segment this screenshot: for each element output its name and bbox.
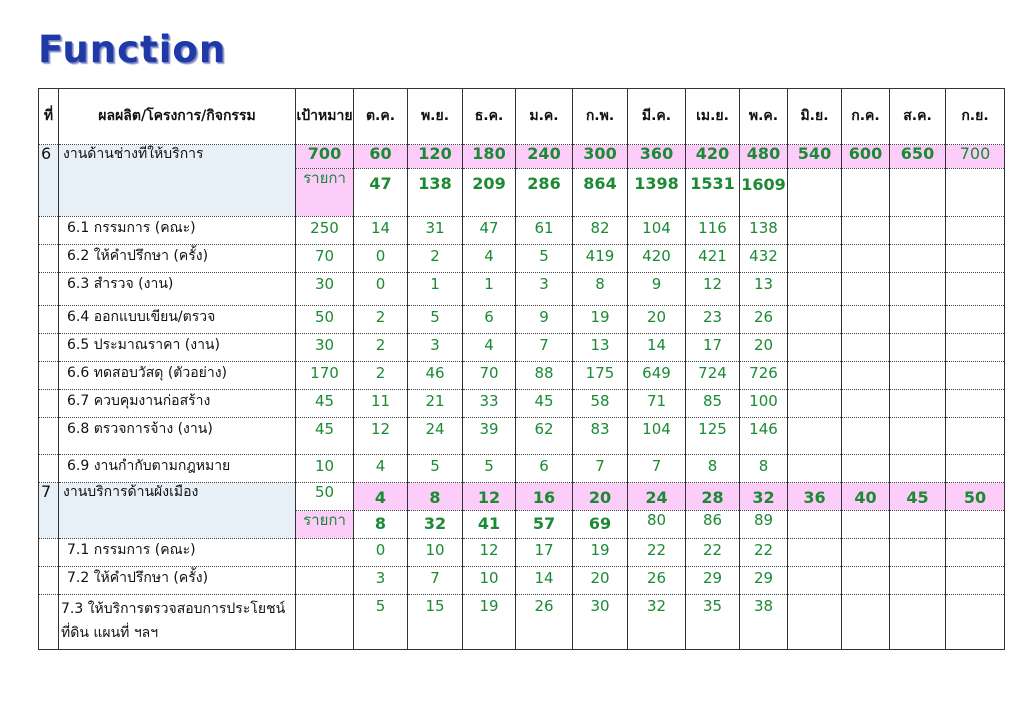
- section-number: 7: [39, 483, 59, 539]
- actual-cell: 209: [463, 169, 516, 217]
- plan-cell: 700: [946, 145, 1005, 169]
- item-no-blank: [39, 595, 59, 650]
- item-value: 2: [354, 306, 408, 334]
- header-month: ก.พ.: [573, 89, 628, 145]
- performance-table: [38, 88, 1005, 650]
- item-name: 6.7 ควบคุมงานก่อสร้าง: [59, 390, 296, 418]
- actual-cell: 286: [516, 169, 573, 217]
- plan-cell: 45: [890, 483, 946, 511]
- actual-cell: [788, 511, 842, 539]
- item-value: 0: [354, 245, 408, 273]
- item-target: 70: [296, 245, 354, 273]
- item-no-blank: [39, 245, 59, 273]
- item-name: 6.6 ทดสอบวัสดุ (ตัวอย่าง): [59, 362, 296, 390]
- item-value: [946, 362, 1005, 390]
- section-name: งานบริการด้านผังเมือง: [59, 483, 296, 539]
- header-row: [39, 89, 1005, 145]
- header-month: มิ.ย.: [788, 89, 842, 145]
- item-value: [842, 595, 890, 650]
- section-target: 50: [296, 483, 354, 511]
- item-value: [788, 455, 842, 483]
- section-plan-row: [39, 483, 1005, 511]
- item-value: 22: [628, 539, 686, 567]
- item-row: [39, 217, 1005, 245]
- item-value: 116: [686, 217, 740, 245]
- item-value: 17: [686, 334, 740, 362]
- item-row: [39, 567, 1005, 595]
- item-value: 419: [573, 245, 628, 273]
- section-number: 6: [39, 145, 59, 217]
- item-value: 32: [628, 595, 686, 650]
- actual-cell: 1609: [740, 169, 788, 217]
- item-value: 20: [573, 567, 628, 595]
- item-value: 726: [740, 362, 788, 390]
- actual-cell: 138: [408, 169, 463, 217]
- item-value: 104: [628, 418, 686, 455]
- item-value: 0: [354, 273, 408, 306]
- item-value: 47: [463, 217, 516, 245]
- item-no-blank: [39, 217, 59, 245]
- item-value: [946, 455, 1005, 483]
- item-value: [788, 362, 842, 390]
- plan-cell: 8: [408, 483, 463, 511]
- item-target: 30: [296, 273, 354, 306]
- item-target: 30: [296, 334, 354, 362]
- item-value: 30: [573, 595, 628, 650]
- item-value: 5: [408, 455, 463, 483]
- actual-cell: [946, 169, 1005, 217]
- plan-cell: 40: [842, 483, 890, 511]
- item-target: [296, 567, 354, 595]
- item-value: [788, 273, 842, 306]
- item-value: [890, 306, 946, 334]
- actual-cell: 69: [573, 511, 628, 539]
- item-row: [39, 306, 1005, 334]
- item-value: 58: [573, 390, 628, 418]
- header-month: ม.ค.: [516, 89, 573, 145]
- item-value: 138: [740, 217, 788, 245]
- item-value: [890, 539, 946, 567]
- item-value: 14: [628, 334, 686, 362]
- header-month: ต.ค.: [354, 89, 408, 145]
- item-row: [39, 273, 1005, 306]
- item-value: 39: [463, 418, 516, 455]
- item-value: 24: [408, 418, 463, 455]
- item-value: [788, 245, 842, 273]
- header-month: ธ.ค.: [463, 89, 516, 145]
- item-value: [842, 455, 890, 483]
- item-name: 7.2 ให้คำปรึกษา (ครั้ง): [59, 567, 296, 595]
- section-target: 700: [296, 145, 354, 169]
- item-value: 19: [573, 539, 628, 567]
- item-value: 19: [573, 306, 628, 334]
- item-value: 7: [516, 334, 573, 362]
- plan-cell: 480: [740, 145, 788, 169]
- item-value: 26: [740, 306, 788, 334]
- item-value: [890, 455, 946, 483]
- item-value: [890, 595, 946, 650]
- item-no-blank: [39, 455, 59, 483]
- item-value: 14: [516, 567, 573, 595]
- header-month: เม.ย.: [686, 89, 740, 145]
- item-name: 6.4 ออกแบบเขียน/ตรวจ: [59, 306, 296, 334]
- header-month: พ.ย.: [408, 89, 463, 145]
- item-value: 26: [516, 595, 573, 650]
- plan-cell: 420: [686, 145, 740, 169]
- item-value: 13: [740, 273, 788, 306]
- item-value: [788, 539, 842, 567]
- item-value: [788, 217, 842, 245]
- actual-cell: 32: [408, 511, 463, 539]
- section-name: งานด้านช่างที่ให้บริการ: [59, 145, 296, 217]
- item-value: 83: [573, 418, 628, 455]
- item-value: 70: [463, 362, 516, 390]
- item-name: 7.3 ให้บริการตรวจสอบการประโยชน์ที่ดิน แผนที่ ฯลฯ: [59, 595, 296, 650]
- actual-cell: 41: [463, 511, 516, 539]
- item-value: [946, 418, 1005, 455]
- item-no-blank: [39, 418, 59, 455]
- item-row: [39, 362, 1005, 390]
- item-value: 29: [686, 567, 740, 595]
- plan-cell: 32: [740, 483, 788, 511]
- plan-cell: 60: [354, 145, 408, 169]
- plan-cell: 540: [788, 145, 842, 169]
- actual-cell: 1531: [686, 169, 740, 217]
- item-value: [946, 539, 1005, 567]
- item-target: 10: [296, 455, 354, 483]
- item-name: 6.2 ให้คำปรึกษา (ครั้ง): [59, 245, 296, 273]
- item-value: 8: [686, 455, 740, 483]
- actual-cell: [842, 169, 890, 217]
- item-value: [890, 217, 946, 245]
- actual-cell: 864: [573, 169, 628, 217]
- actual-cell: [788, 169, 842, 217]
- item-value: 649: [628, 362, 686, 390]
- item-value: [946, 273, 1005, 306]
- item-value: 5: [463, 455, 516, 483]
- item-no-blank: [39, 390, 59, 418]
- item-value: 104: [628, 217, 686, 245]
- plan-cell: 50: [946, 483, 1005, 511]
- item-value: [946, 390, 1005, 418]
- item-value: [788, 595, 842, 650]
- item-row: [39, 418, 1005, 455]
- item-row: [39, 245, 1005, 273]
- item-value: [842, 306, 890, 334]
- item-value: 62: [516, 418, 573, 455]
- item-name: 6.3 สำรวจ (งาน): [59, 273, 296, 306]
- item-value: 1: [408, 273, 463, 306]
- item-value: [842, 567, 890, 595]
- item-no-blank: [39, 334, 59, 362]
- item-value: 2: [354, 362, 408, 390]
- actual-cell: 47: [354, 169, 408, 217]
- actual-cell: 1398: [628, 169, 686, 217]
- item-value: [890, 273, 946, 306]
- actual-cell: [890, 511, 946, 539]
- item-value: 0: [354, 539, 408, 567]
- plan-cell: 20: [573, 483, 628, 511]
- item-target: [296, 595, 354, 650]
- item-value: 7: [408, 567, 463, 595]
- item-value: 31: [408, 217, 463, 245]
- item-value: [890, 362, 946, 390]
- unit-label: รายกา: [296, 169, 354, 217]
- item-value: 33: [463, 390, 516, 418]
- item-value: 5: [354, 595, 408, 650]
- item-value: 7: [628, 455, 686, 483]
- item-value: [946, 334, 1005, 362]
- item-value: 2: [408, 245, 463, 273]
- header-month: ก.ย.: [946, 89, 1005, 145]
- item-value: [842, 418, 890, 455]
- item-target: 45: [296, 418, 354, 455]
- actual-cell: 8: [354, 511, 408, 539]
- item-value: 29: [740, 567, 788, 595]
- item-name: 6.9 งานกำกับตามกฎหมาย: [59, 455, 296, 483]
- item-value: 20: [740, 334, 788, 362]
- header-month: พ.ค.: [740, 89, 788, 145]
- item-value: [842, 217, 890, 245]
- actual-cell: [842, 511, 890, 539]
- item-value: 8: [573, 273, 628, 306]
- item-value: [946, 306, 1005, 334]
- plan-cell: 28: [686, 483, 740, 511]
- item-name: 6.5 ประมาณราคา (งาน): [59, 334, 296, 362]
- plan-cell: 24: [628, 483, 686, 511]
- plan-cell: 240: [516, 145, 573, 169]
- actual-cell: 86: [686, 511, 740, 539]
- item-value: 5: [408, 306, 463, 334]
- item-value: 1: [463, 273, 516, 306]
- plan-cell: 650: [890, 145, 946, 169]
- item-target: [296, 539, 354, 567]
- item-row: [39, 334, 1005, 362]
- item-value: 45: [516, 390, 573, 418]
- item-value: 38: [740, 595, 788, 650]
- item-value: 19: [463, 595, 516, 650]
- plan-cell: 12: [463, 483, 516, 511]
- item-value: 13: [573, 334, 628, 362]
- item-value: 420: [628, 245, 686, 273]
- item-value: [788, 334, 842, 362]
- item-value: 82: [573, 217, 628, 245]
- plan-cell: 4: [354, 483, 408, 511]
- item-value: 724: [686, 362, 740, 390]
- item-value: [946, 595, 1005, 650]
- item-value: [788, 418, 842, 455]
- item-value: 4: [354, 455, 408, 483]
- item-row: [39, 539, 1005, 567]
- item-value: 46: [408, 362, 463, 390]
- item-value: 4: [463, 334, 516, 362]
- item-value: [890, 245, 946, 273]
- item-value: 8: [740, 455, 788, 483]
- plan-cell: 360: [628, 145, 686, 169]
- item-value: 12: [463, 539, 516, 567]
- item-value: 88: [516, 362, 573, 390]
- header-no: ที่: [39, 89, 59, 145]
- item-value: [946, 245, 1005, 273]
- actual-cell: [946, 511, 1005, 539]
- item-no-blank: [39, 273, 59, 306]
- item-row: [39, 595, 1005, 650]
- item-target: 170: [296, 362, 354, 390]
- actual-cell: 57: [516, 511, 573, 539]
- plan-cell: 300: [573, 145, 628, 169]
- item-value: [788, 390, 842, 418]
- item-value: 3: [354, 567, 408, 595]
- plan-cell: 16: [516, 483, 573, 511]
- item-no-blank: [39, 567, 59, 595]
- item-value: [842, 390, 890, 418]
- item-value: 3: [516, 273, 573, 306]
- item-value: 6: [516, 455, 573, 483]
- item-value: 14: [354, 217, 408, 245]
- item-value: [842, 539, 890, 567]
- item-value: 4: [463, 245, 516, 273]
- item-value: 175: [573, 362, 628, 390]
- item-value: 71: [628, 390, 686, 418]
- plan-cell: 600: [842, 145, 890, 169]
- header-product: ผลผลิต/โครงการ/กิจกรรม: [59, 89, 296, 145]
- item-value: 3: [408, 334, 463, 362]
- item-value: [890, 567, 946, 595]
- item-value: 20: [628, 306, 686, 334]
- item-value: 7: [573, 455, 628, 483]
- item-name: 7.1 กรรมการ (คณะ): [59, 539, 296, 567]
- item-value: [842, 273, 890, 306]
- item-value: [946, 567, 1005, 595]
- item-no-blank: [39, 306, 59, 334]
- item-value: 21: [408, 390, 463, 418]
- item-value: 61: [516, 217, 573, 245]
- item-value: 26: [628, 567, 686, 595]
- item-value: [946, 217, 1005, 245]
- item-value: 12: [354, 418, 408, 455]
- item-no-blank: [39, 362, 59, 390]
- item-value: 9: [516, 306, 573, 334]
- plan-cell: 180: [463, 145, 516, 169]
- item-value: [890, 390, 946, 418]
- item-value: 10: [408, 539, 463, 567]
- item-value: 11: [354, 390, 408, 418]
- item-value: 2: [354, 334, 408, 362]
- item-value: 9: [628, 273, 686, 306]
- item-value: 421: [686, 245, 740, 273]
- item-value: 17: [516, 539, 573, 567]
- item-target: 50: [296, 306, 354, 334]
- item-value: [788, 306, 842, 334]
- actual-cell: [890, 169, 946, 217]
- actual-cell: 80: [628, 511, 686, 539]
- item-value: [890, 334, 946, 362]
- item-value: 35: [686, 595, 740, 650]
- header-month: ก.ค.: [842, 89, 890, 145]
- item-value: [842, 334, 890, 362]
- item-value: [842, 362, 890, 390]
- item-value: [842, 245, 890, 273]
- item-row: [39, 455, 1005, 483]
- item-value: 85: [686, 390, 740, 418]
- item-name: 6.1 กรรมการ (คณะ): [59, 217, 296, 245]
- item-name: 6.8 ตรวจการจ้าง (งาน): [59, 418, 296, 455]
- item-no-blank: [39, 539, 59, 567]
- item-value: 22: [686, 539, 740, 567]
- item-value: [890, 418, 946, 455]
- item-value: 6: [463, 306, 516, 334]
- item-target: 250: [296, 217, 354, 245]
- item-value: 22: [740, 539, 788, 567]
- item-value: 10: [463, 567, 516, 595]
- item-value: 146: [740, 418, 788, 455]
- unit-label: รายกา: [296, 511, 354, 539]
- section-plan-row: [39, 145, 1005, 169]
- page-title: Function: [38, 28, 227, 71]
- header-target: เป้าหมาย: [296, 89, 354, 145]
- item-value: 432: [740, 245, 788, 273]
- item-value: 23: [686, 306, 740, 334]
- item-row: [39, 390, 1005, 418]
- item-value: 15: [408, 595, 463, 650]
- item-value: 12: [686, 273, 740, 306]
- actual-cell: 89: [740, 511, 788, 539]
- item-value: 5: [516, 245, 573, 273]
- plan-cell: 36: [788, 483, 842, 511]
- header-month: มี.ค.: [628, 89, 686, 145]
- header-month: ส.ค.: [890, 89, 946, 145]
- item-target: 45: [296, 390, 354, 418]
- plan-cell: 120: [408, 145, 463, 169]
- item-value: 125: [686, 418, 740, 455]
- item-value: 100: [740, 390, 788, 418]
- item-value: [788, 567, 842, 595]
